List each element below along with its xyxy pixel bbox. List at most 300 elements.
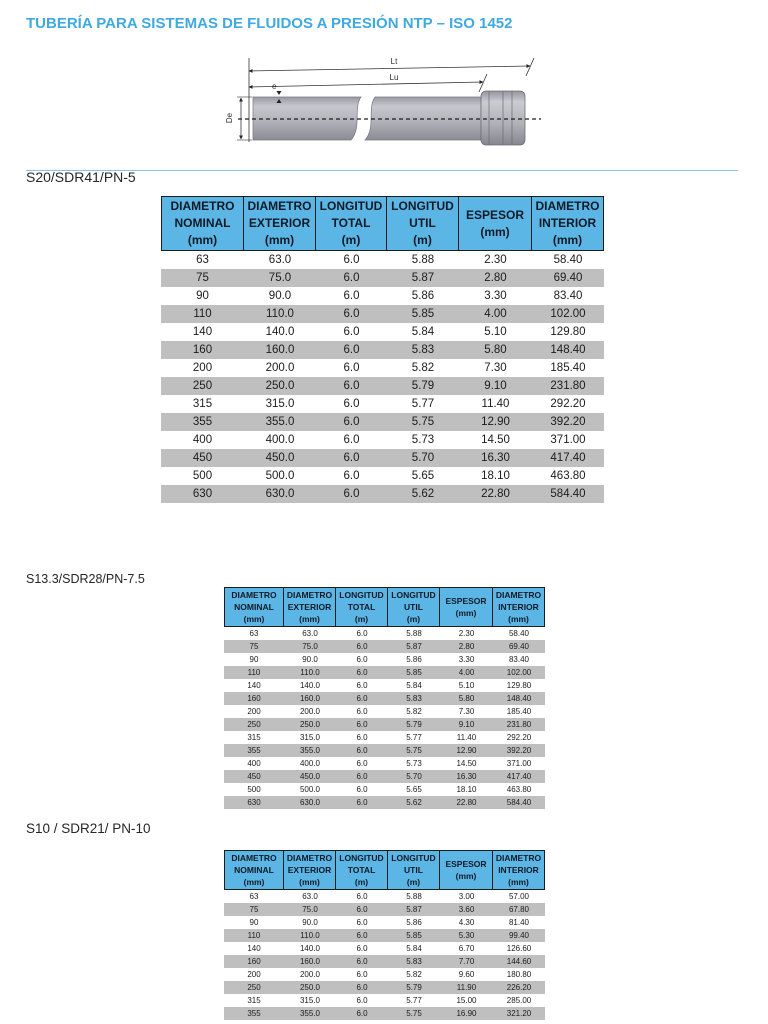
cell-diametro-nominal: 75: [249, 642, 259, 651]
cell-longitud-util: 5.87: [411, 272, 435, 284]
header-longitud-util: [387, 196, 459, 251]
table-row: [224, 903, 545, 916]
cell-diametro-interior: 81.40: [508, 918, 530, 927]
cell-diametro-exterior: 160.0: [299, 957, 321, 966]
cell-diametro-exterior: 160.0: [265, 344, 295, 356]
header-text: TOTAL: [331, 216, 371, 230]
cell-diametro-exterior: 75.0: [302, 905, 318, 914]
table-row: [161, 305, 604, 323]
header-text: DIAMETRO: [495, 853, 542, 863]
cell-diametro-interior: 102.00: [506, 668, 532, 677]
table-row: [224, 627, 545, 640]
table-row: [224, 679, 545, 692]
cell-diametro-nominal: 400: [247, 759, 261, 768]
header-text: NOMINAL: [234, 865, 274, 875]
cell-longitud-total: 6.0: [356, 918, 368, 927]
table-row: [224, 890, 545, 903]
cell-longitud-util: 5.70: [411, 452, 435, 464]
cell-espesor: 9.10: [484, 380, 507, 392]
cell-espesor: 14.50: [456, 759, 477, 768]
pipe-table-s20: [161, 196, 604, 503]
cell-longitud-total: 6.0: [343, 254, 360, 266]
header-text: (m): [354, 877, 369, 887]
cell-longitud-util: 5.65: [411, 470, 435, 482]
cell-espesor: 22.80: [481, 488, 510, 500]
cell-diametro-exterior: 450.0: [265, 452, 295, 464]
cell-longitud-util: 5.88: [406, 892, 422, 901]
cell-diametro-nominal: 355: [192, 416, 213, 428]
header-text: ESPESOR: [445, 596, 487, 606]
cell-diametro-nominal: 315: [192, 398, 213, 410]
cell-espesor: 2.80: [458, 642, 475, 651]
cell-longitud-util: 5.82: [406, 970, 422, 979]
cell-diametro-exterior: 140.0: [265, 326, 295, 338]
header-text: INTERIOR: [498, 865, 539, 875]
header-text: LONGITUD: [391, 199, 454, 213]
cell-diametro-nominal: 500: [192, 470, 213, 482]
cell-longitud-util: 5.75: [406, 746, 422, 755]
table-row: [161, 413, 604, 431]
cell-diametro-interior: 285.00: [506, 996, 532, 1005]
cell-diametro-exterior: 500.0: [265, 470, 295, 482]
header-text: TOTAL: [347, 865, 376, 875]
cell-diametro-exterior: 630.0: [265, 488, 295, 500]
cell-longitud-total: 6.0: [343, 416, 360, 428]
header-diametro-interior: [532, 196, 604, 251]
cell-longitud-total: 6.0: [356, 746, 368, 755]
table-row: [224, 770, 545, 783]
table-row: [224, 666, 545, 679]
cell-diametro-nominal: 250: [247, 720, 261, 729]
cell-diametro-interior: 180.80: [506, 970, 532, 979]
cell-espesor: 3.00: [458, 892, 475, 901]
cell-longitud-total: 6.0: [356, 996, 368, 1005]
header-text: (mm): [480, 224, 510, 239]
table-row: [224, 783, 545, 796]
cell-espesor: 2.30: [458, 629, 475, 638]
header-text: LONGITUD: [339, 590, 384, 600]
cell-espesor: 22.80: [456, 798, 477, 807]
cell-longitud-total: 6.0: [356, 642, 368, 651]
cell-diametro-interior: 144.60: [506, 957, 532, 966]
header-text: (mm): [243, 614, 265, 624]
header-diametro-interior: [493, 850, 545, 890]
cell-longitud-util: 5.65: [406, 785, 422, 794]
header-text: EXTERIOR: [248, 216, 311, 230]
section-label-s20: S20/SDR41/PN-5: [26, 169, 136, 185]
cell-diametro-interior: 129.80: [506, 681, 532, 690]
cell-diametro-exterior: 200.0: [299, 970, 321, 979]
cell-longitud-total: 6.0: [356, 733, 368, 742]
cell-longitud-util: 5.88: [406, 629, 422, 638]
table-header-row: [224, 850, 545, 890]
header-text: (m): [413, 233, 432, 247]
table-row: [224, 757, 545, 770]
table-body: [224, 890, 545, 1020]
cell-espesor: 4.00: [484, 308, 507, 320]
table-row: [224, 653, 545, 666]
cell-longitud-util: 5.84: [406, 681, 422, 690]
cell-diametro-interior: 102.00: [550, 308, 586, 320]
cell-diametro-nominal: 90: [249, 918, 259, 927]
header-text: (mm): [508, 877, 529, 887]
cell-diametro-nominal: 400: [192, 434, 213, 446]
cell-longitud-total: 6.0: [356, 970, 368, 979]
cell-longitud-util: 5.73: [411, 434, 435, 446]
cell-diametro-exterior: 140.0: [299, 681, 321, 690]
cell-longitud-total: 6.0: [356, 707, 368, 716]
cell-longitud-util: 5.62: [406, 798, 422, 807]
cell-longitud-total: 6.0: [356, 668, 368, 677]
header-espesor: [440, 587, 493, 627]
cell-longitud-total: 6.0: [356, 798, 368, 807]
cell-longitud-util: 5.85: [406, 668, 422, 677]
cell-longitud-util: 5.87: [406, 642, 422, 651]
table-row: [161, 467, 604, 485]
cell-longitud-util: 5.86: [406, 918, 422, 927]
header-text: (mm): [552, 233, 583, 247]
cell-longitud-total: 6.0: [343, 326, 360, 338]
document-title: TUBERÍA PARA SISTEMAS DE FLUIDOS A PRESIÓN NTP – ISO 1452: [26, 15, 513, 32]
header-text: LONGITUD: [339, 853, 384, 863]
table-row: [224, 692, 545, 705]
cell-diametro-nominal: 355: [247, 1009, 261, 1018]
cell-diametro-exterior: 110.0: [300, 931, 320, 940]
cell-diametro-nominal: 630: [247, 798, 261, 807]
table-header-row: [224, 587, 545, 627]
dimension-line-total-length: [249, 66, 530, 71]
header-text: LONGITUD: [319, 199, 383, 213]
header-text: (m): [406, 877, 421, 887]
cell-diametro-interior: 58.40: [508, 629, 530, 638]
header-text: (m): [354, 614, 369, 624]
table-row: [224, 744, 545, 757]
header-diametro-exterior: [284, 850, 336, 890]
cell-longitud-total: 6.0: [356, 931, 368, 940]
header-text: UTIL: [404, 865, 423, 875]
table-row: [224, 942, 545, 955]
dimension-line-useful-length: [249, 82, 483, 87]
cell-longitud-total: 6.0: [343, 470, 360, 482]
cell-diametro-interior: 392.20: [506, 746, 532, 755]
header-text: NOMINAL: [174, 216, 231, 230]
wall-thickness-label: e: [272, 82, 277, 91]
header-longitud-total: [336, 850, 388, 890]
cell-espesor: 15.00: [456, 996, 477, 1005]
cell-diametro-exterior: 450.0: [299, 772, 321, 781]
cell-diametro-interior: 371.00: [550, 434, 586, 446]
cell-longitud-total: 6.0: [356, 1009, 368, 1018]
header-text: NOMINAL: [234, 602, 274, 612]
cell-diametro-interior: 148.40: [550, 344, 586, 356]
cell-diametro-nominal: 630: [192, 488, 213, 500]
cell-longitud-total: 6.0: [343, 308, 360, 320]
table-row: [161, 377, 604, 395]
cell-diametro-nominal: 250: [247, 983, 261, 992]
cell-diametro-nominal: 160: [247, 694, 261, 703]
cell-longitud-util: 5.79: [411, 380, 435, 392]
header-text: (mm): [455, 871, 477, 881]
cell-diametro-interior: 321.20: [506, 1009, 532, 1018]
cell-diametro-interior: 148.40: [506, 694, 532, 703]
cell-longitud-util: 5.73: [406, 759, 422, 768]
cell-diametro-interior: 57.00: [508, 892, 530, 901]
table-row: [161, 269, 604, 287]
cell-diametro-nominal: 160: [192, 344, 213, 356]
thickness-arrow-down-icon: [277, 91, 282, 95]
cell-diametro-exterior: 90.0: [302, 918, 318, 927]
cell-longitud-total: 6.0: [356, 759, 368, 768]
header-text: DIAMETRO: [535, 199, 600, 213]
cell-diametro-interior: 292.20: [550, 398, 586, 410]
pipe-table-s10: [224, 850, 545, 1020]
cell-longitud-util: 5.75: [406, 1009, 422, 1018]
cell-diametro-interior: 231.80: [506, 720, 532, 729]
cell-diametro-nominal: 200: [247, 970, 261, 979]
cell-diametro-interior: 99.40: [508, 931, 530, 940]
cell-longitud-util: 5.79: [406, 983, 422, 992]
cell-longitud-util: 5.83: [411, 344, 435, 356]
cell-diametro-interior: 67.80: [508, 905, 530, 914]
table-row: [224, 994, 545, 1007]
cell-diametro-exterior: 400.0: [299, 759, 321, 768]
header-diametro-exterior: [284, 587, 336, 627]
cell-diametro-exterior: 250.0: [265, 380, 295, 392]
header-text: (m): [406, 614, 421, 624]
section-label-s10: S10 / SDR21/ PN-10: [26, 821, 151, 836]
cell-diametro-exterior: 63.0: [302, 629, 318, 638]
cell-diametro-exterior: 250.0: [299, 720, 321, 729]
header-text: DIAMETRO: [231, 590, 277, 600]
cell-diametro-nominal: 140: [247, 944, 261, 953]
cell-longitud-total: 6.0: [343, 362, 360, 374]
dimension-tick-total-length: [526, 58, 534, 76]
useful-length-label: Lu: [389, 73, 399, 82]
header-espesor: [459, 196, 532, 251]
header-text: EXTERIOR: [287, 602, 332, 612]
cell-longitud-util: 5.62: [411, 488, 435, 500]
cell-diametro-exterior: 315.0: [265, 398, 295, 410]
cell-diametro-interior: 463.80: [506, 785, 532, 794]
total-length-label: Lt: [390, 57, 398, 66]
header-text: EXTERIOR: [287, 865, 332, 875]
cell-diametro-exterior: 90.0: [268, 290, 292, 302]
cell-longitud-util: 5.82: [406, 707, 422, 716]
cell-diametro-nominal: 450: [247, 772, 261, 781]
cell-diametro-nominal: 140: [247, 681, 261, 690]
cell-espesor: 16.90: [456, 1009, 477, 1018]
cell-diametro-nominal: 63: [196, 254, 209, 266]
cell-longitud-util: 5.79: [406, 720, 422, 729]
table-row: [224, 981, 545, 994]
table-row: [224, 955, 545, 968]
cell-longitud-total: 6.0: [343, 344, 360, 356]
cell-diametro-exterior: 400.0: [265, 434, 295, 446]
table-row: [224, 796, 545, 809]
cell-diametro-interior: 185.40: [506, 707, 532, 716]
cell-diametro-interior: 417.40: [506, 772, 532, 781]
cell-espesor: 5.10: [458, 681, 475, 690]
cell-diametro-interior: 126.60: [506, 944, 532, 953]
cell-longitud-total: 6.0: [356, 772, 368, 781]
header-text: (mm): [243, 877, 265, 887]
cell-diametro-exterior: 75.0: [268, 272, 292, 284]
cell-longitud-util: 5.83: [406, 957, 422, 966]
cell-diametro-nominal: 75: [249, 905, 259, 914]
cell-longitud-util: 5.85: [406, 931, 422, 940]
table-row: [161, 323, 604, 341]
header-text: UTIL: [404, 602, 423, 612]
cell-longitud-util: 5.83: [406, 694, 422, 703]
header-text: DIAMETRO: [286, 853, 333, 863]
cell-diametro-interior: 83.40: [508, 655, 530, 664]
cell-longitud-util: 5.77: [411, 398, 435, 410]
cell-diametro-interior: 58.40: [553, 254, 583, 266]
cell-longitud-total: 6.0: [356, 681, 368, 690]
table-row: [224, 640, 545, 653]
header-text: DIAMETRO: [495, 590, 542, 600]
cell-diametro-exterior: 315.0: [299, 733, 321, 742]
cell-longitud-util: 5.77: [406, 733, 422, 742]
cell-longitud-util: 5.87: [406, 905, 422, 914]
cell-espesor: 6.70: [458, 944, 475, 953]
cell-espesor: 18.10: [481, 470, 510, 482]
cell-diametro-interior: 371.00: [506, 759, 532, 768]
header-longitud-total: [316, 196, 387, 251]
cell-diametro-nominal: 355: [247, 746, 261, 755]
cell-longitud-total: 6.0: [356, 785, 368, 794]
table-row: [224, 1007, 545, 1020]
cell-longitud-util: 5.86: [406, 655, 422, 664]
cell-longitud-total: 6.0: [356, 892, 368, 901]
table-row: [161, 341, 604, 359]
cell-longitud-util: 5.88: [411, 254, 435, 266]
table-row: [161, 359, 604, 377]
cell-espesor: 5.30: [458, 931, 475, 940]
cell-diametro-nominal: 140: [192, 326, 213, 338]
cell-espesor: 16.30: [481, 452, 510, 464]
cell-diametro-exterior: 250.0: [299, 983, 321, 992]
cell-diametro-nominal: 200: [192, 362, 213, 374]
cell-longitud-total: 6.0: [343, 290, 360, 302]
cell-diametro-exterior: 90.0: [302, 655, 318, 664]
cell-diametro-interior: 69.40: [508, 642, 530, 651]
cell-diametro-exterior: 63.0: [268, 254, 292, 266]
header-text: LONGITUD: [391, 853, 436, 863]
header-diametro-exterior: [244, 196, 316, 251]
cell-diametro-nominal: 63: [249, 892, 259, 901]
table-row: [224, 929, 545, 942]
header-text: DIAMETRO: [231, 853, 277, 863]
cell-espesor: 14.50: [481, 434, 510, 446]
cell-longitud-total: 6.0: [356, 720, 368, 729]
cell-longitud-util: 5.85: [411, 308, 435, 320]
cell-diametro-interior: 392.20: [550, 416, 586, 428]
cell-longitud-total: 6.0: [356, 905, 368, 914]
header-text: UTIL: [409, 216, 436, 230]
header-text: TOTAL: [347, 602, 376, 612]
cell-espesor: 5.80: [458, 694, 475, 703]
cell-longitud-util: 5.84: [406, 944, 422, 953]
table-row: [161, 449, 604, 467]
header-text: LONGITUD: [391, 590, 436, 600]
cell-diametro-exterior: 160.0: [299, 694, 321, 703]
header-text: (mm): [264, 233, 295, 247]
cell-diametro-nominal: 90: [249, 655, 259, 664]
cell-diametro-interior: 231.80: [550, 380, 586, 392]
header-text: ESPESOR: [465, 207, 525, 222]
cell-longitud-util: 5.82: [411, 362, 435, 374]
cell-diametro-interior: 292.20: [506, 733, 532, 742]
cell-espesor: 7.70: [458, 957, 475, 966]
cell-diametro-interior: 584.40: [506, 798, 532, 807]
cell-diametro-nominal: 160: [247, 957, 261, 966]
cell-diametro-interior: 83.40: [553, 290, 583, 302]
cell-longitud-util: 5.86: [411, 290, 435, 302]
header-diametro-interior: [493, 587, 545, 627]
section-label-s13-3: S13.3/SDR28/PN-7.5: [26, 572, 145, 586]
header-text: DIAMETRO: [286, 590, 333, 600]
cell-espesor: 16.30: [456, 772, 477, 781]
table-row: [161, 287, 604, 305]
header-text: (mm): [508, 614, 529, 624]
table-row: [224, 718, 545, 731]
outer-diameter-label: De: [225, 112, 234, 124]
cell-espesor: 9.10: [458, 720, 475, 729]
cell-longitud-total: 6.0: [356, 957, 368, 966]
cell-longitud-total: 6.0: [343, 398, 360, 410]
cell-diametro-exterior: 630.0: [299, 798, 321, 807]
cell-longitud-util: 5.77: [406, 996, 422, 1005]
table-row: [224, 731, 545, 744]
cell-espesor: 3.30: [484, 290, 507, 302]
header-diametro-nominal: [224, 587, 284, 627]
header-longitud-util: [388, 587, 440, 627]
cell-longitud-util: 5.70: [406, 772, 422, 781]
header-text: INTERIOR: [538, 216, 597, 230]
header-diametro-nominal: [224, 850, 284, 890]
cell-diametro-exterior: 500.0: [299, 785, 321, 794]
header-text: (m): [341, 233, 361, 247]
cell-espesor: 4.30: [458, 918, 475, 927]
cell-espesor: 4.00: [458, 668, 475, 677]
cell-diametro-interior: 463.80: [550, 470, 586, 482]
cell-longitud-total: 6.0: [356, 655, 368, 664]
table-body: [161, 251, 604, 503]
pipe-table-s13-3: [224, 587, 545, 809]
cell-longitud-total: 6.0: [356, 983, 368, 992]
cell-espesor: 18.10: [456, 785, 477, 794]
cell-longitud-total: 6.0: [343, 380, 360, 392]
cell-diametro-exterior: 355.0: [265, 416, 295, 428]
cell-diametro-interior: 417.40: [550, 452, 586, 464]
table-row: [161, 431, 604, 449]
header-espesor: [440, 850, 493, 890]
cell-diametro-nominal: 250: [192, 380, 213, 392]
cell-espesor: 2.80: [484, 272, 507, 284]
table-row: [224, 968, 545, 981]
cell-espesor: 11.40: [456, 733, 477, 742]
cell-longitud-total: 6.0: [343, 452, 360, 464]
cell-espesor: 3.30: [458, 655, 475, 664]
header-text: DIAMETRO: [247, 199, 312, 213]
cell-diametro-nominal: 110: [247, 931, 261, 940]
header-text: (mm): [299, 877, 320, 887]
table-header-row: [161, 196, 604, 251]
cell-espesor: 2.30: [484, 254, 507, 266]
cell-espesor: 9.60: [458, 970, 475, 979]
cell-diametro-exterior: 110.0: [266, 308, 294, 320]
